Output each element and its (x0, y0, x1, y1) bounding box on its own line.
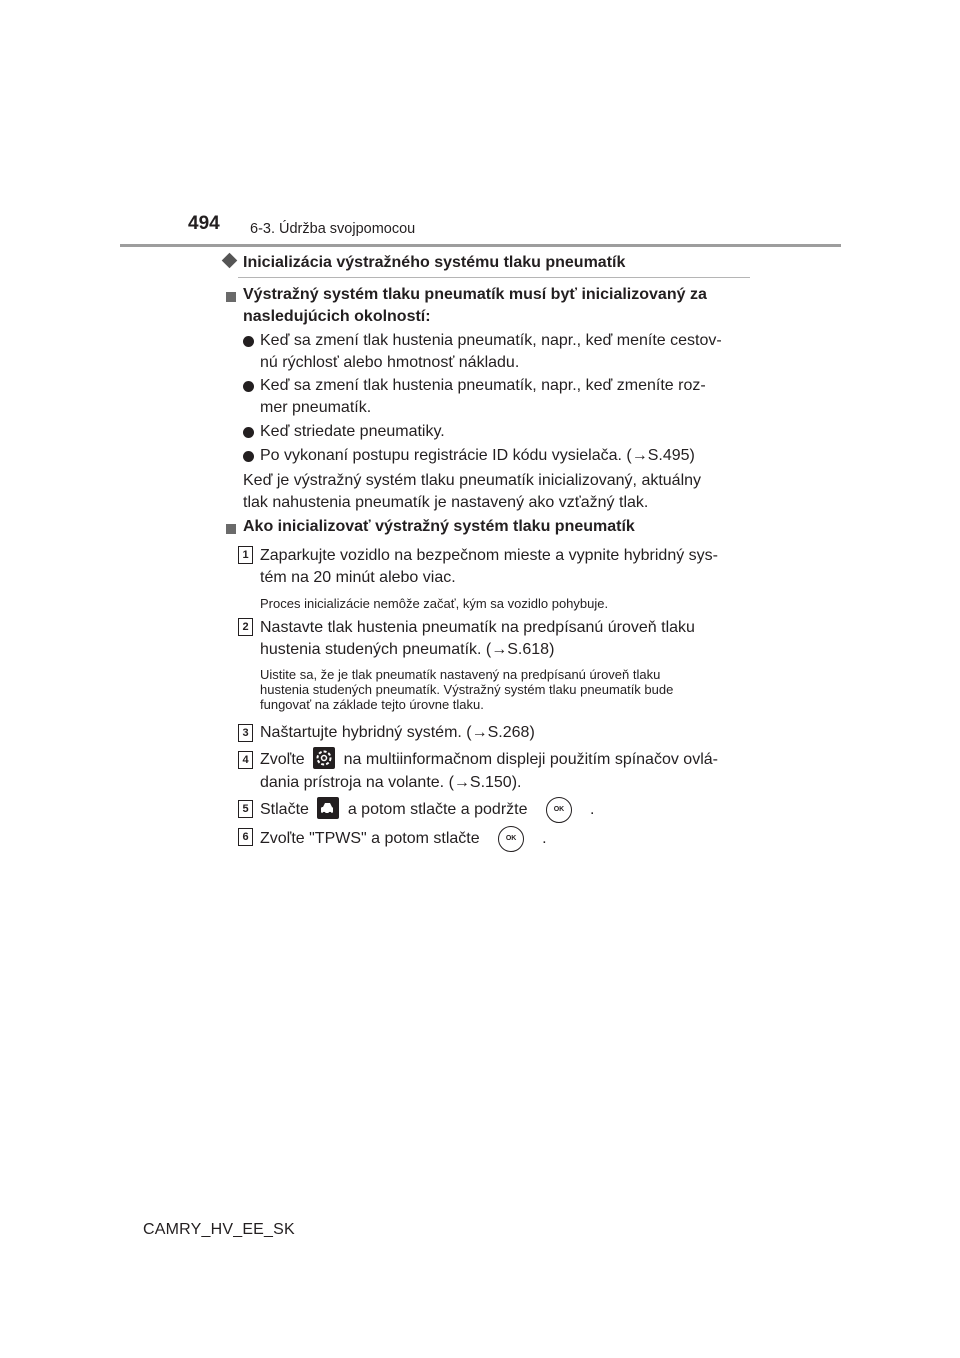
sub-heading-text: Inicializácia výstražného systému tlaku pneumatík (243, 254, 626, 271)
bullet-2-line1: Keď sa zmení tlak hustenia pneumatík, napr., keď zmeníte roz- (260, 377, 706, 394)
block1-heading-line1: Výstražný systém tlaku pneumatík musí byť inicializovaný za (243, 286, 707, 303)
section-title: 6-3. Údržba svojpomocou (250, 221, 416, 237)
bullet-3-line1: Keď striedate pneumatiky. (260, 423, 445, 440)
header-divider (120, 244, 841, 247)
diamond-icon (222, 253, 238, 269)
step-3-line1: Naštartujte hybridný systém. (→S.268) (260, 724, 535, 741)
car-settings-icon (317, 797, 339, 819)
step-6-line1 (260, 826, 547, 852)
step-number-box: 2 (238, 618, 253, 636)
sub-heading-divider (238, 277, 750, 278)
step-5-line1 (260, 797, 594, 823)
sub-heading (222, 254, 625, 272)
bullet-1-line2: nú rýchlosť alebo hmotnosť nákladu. (260, 354, 520, 371)
step-number-box: 5 (238, 800, 253, 818)
block1-note-line1: Keď je výstražný systém tlaku pneumatík inicializovaný, aktuálny (243, 472, 702, 489)
bullet-1-line1: Keď sa zmení tlak hustenia pneumatík, napr., keď meníte cestov- (260, 332, 722, 349)
bullet-icon (243, 451, 254, 462)
step-number-box: 3 (238, 724, 253, 742)
bullet-2-line2: mer pneumatík. (260, 399, 372, 416)
bullet-icon (243, 381, 254, 392)
step-4-line2: dania prístroja na volante. (→S.150). (260, 774, 522, 791)
block1-heading-line2: nasledujúcich okolností: (243, 308, 431, 325)
step-number-box: 1 (238, 546, 253, 564)
step-2-note-line2: hustenia studených pneumatík. Výstražný systém tlaku pneumatík bude (260, 682, 674, 697)
step-number-box: 6 (238, 828, 253, 846)
step-2-line1: Nastavte tlak hustenia pneumatík na predpísanú úroveň tlaku (260, 619, 695, 636)
bullet-4-line1: Po vykonaní postupu registrácie ID kódu vysielača. (→S.495) (260, 447, 695, 464)
block2-heading: Ako inicializovať výstražný systém tlaku pneumatík (243, 518, 635, 535)
step-4-text-b: na multiinformačnom displeji použitím spínačov ovlá- (343, 751, 718, 769)
square-bullet-icon (226, 524, 236, 534)
step-1-line1: Zaparkujte vozidlo na bezpečnom mieste a vypnite hybridný sys- (260, 547, 718, 564)
bullet-icon (243, 427, 254, 438)
step-4-text-a: Zvoľte (260, 751, 305, 769)
step-5-text-c: . (589, 801, 595, 819)
step-5-text-b: a potom stlačte a podržte (347, 801, 528, 819)
footer-code: CAMRY_HV_EE_SK (143, 1221, 295, 1238)
square-bullet-icon (226, 292, 236, 302)
step-1-line2: tém na 20 minút alebo viac. (260, 569, 456, 586)
bullet-icon (243, 336, 254, 347)
step-5-text-a: Stlačte (260, 801, 309, 819)
step-4-line1 (260, 749, 718, 771)
step-number-box: 4 (238, 751, 253, 769)
block1-note-line2: tlak nahustenia pneumatík je nastavený ako vzťažný tlak. (243, 494, 649, 511)
step-6-text-a: Zvoľte "TPWS" a potom stlačte (260, 830, 480, 848)
ok-button-icon: OK (546, 797, 572, 823)
step-6-text-b: . (542, 830, 547, 848)
ok-button-icon: OK (498, 826, 524, 852)
page-number: 494 (188, 213, 220, 234)
step-2-note-line1: Uistite sa, že je tlak pneumatík nastavený na predpísanú úroveň tlaku (260, 667, 661, 682)
step-1-note: Proces inicializácie nemôže začať, kým sa vozidlo pohybuje. (260, 596, 609, 611)
step-2-note-line3: fungovať na základe tejto úrovne tlaku. (260, 697, 484, 712)
step-2-line2: hustenia studených pneumatík. (→S.618) (260, 641, 555, 658)
settings-icon (313, 747, 335, 769)
